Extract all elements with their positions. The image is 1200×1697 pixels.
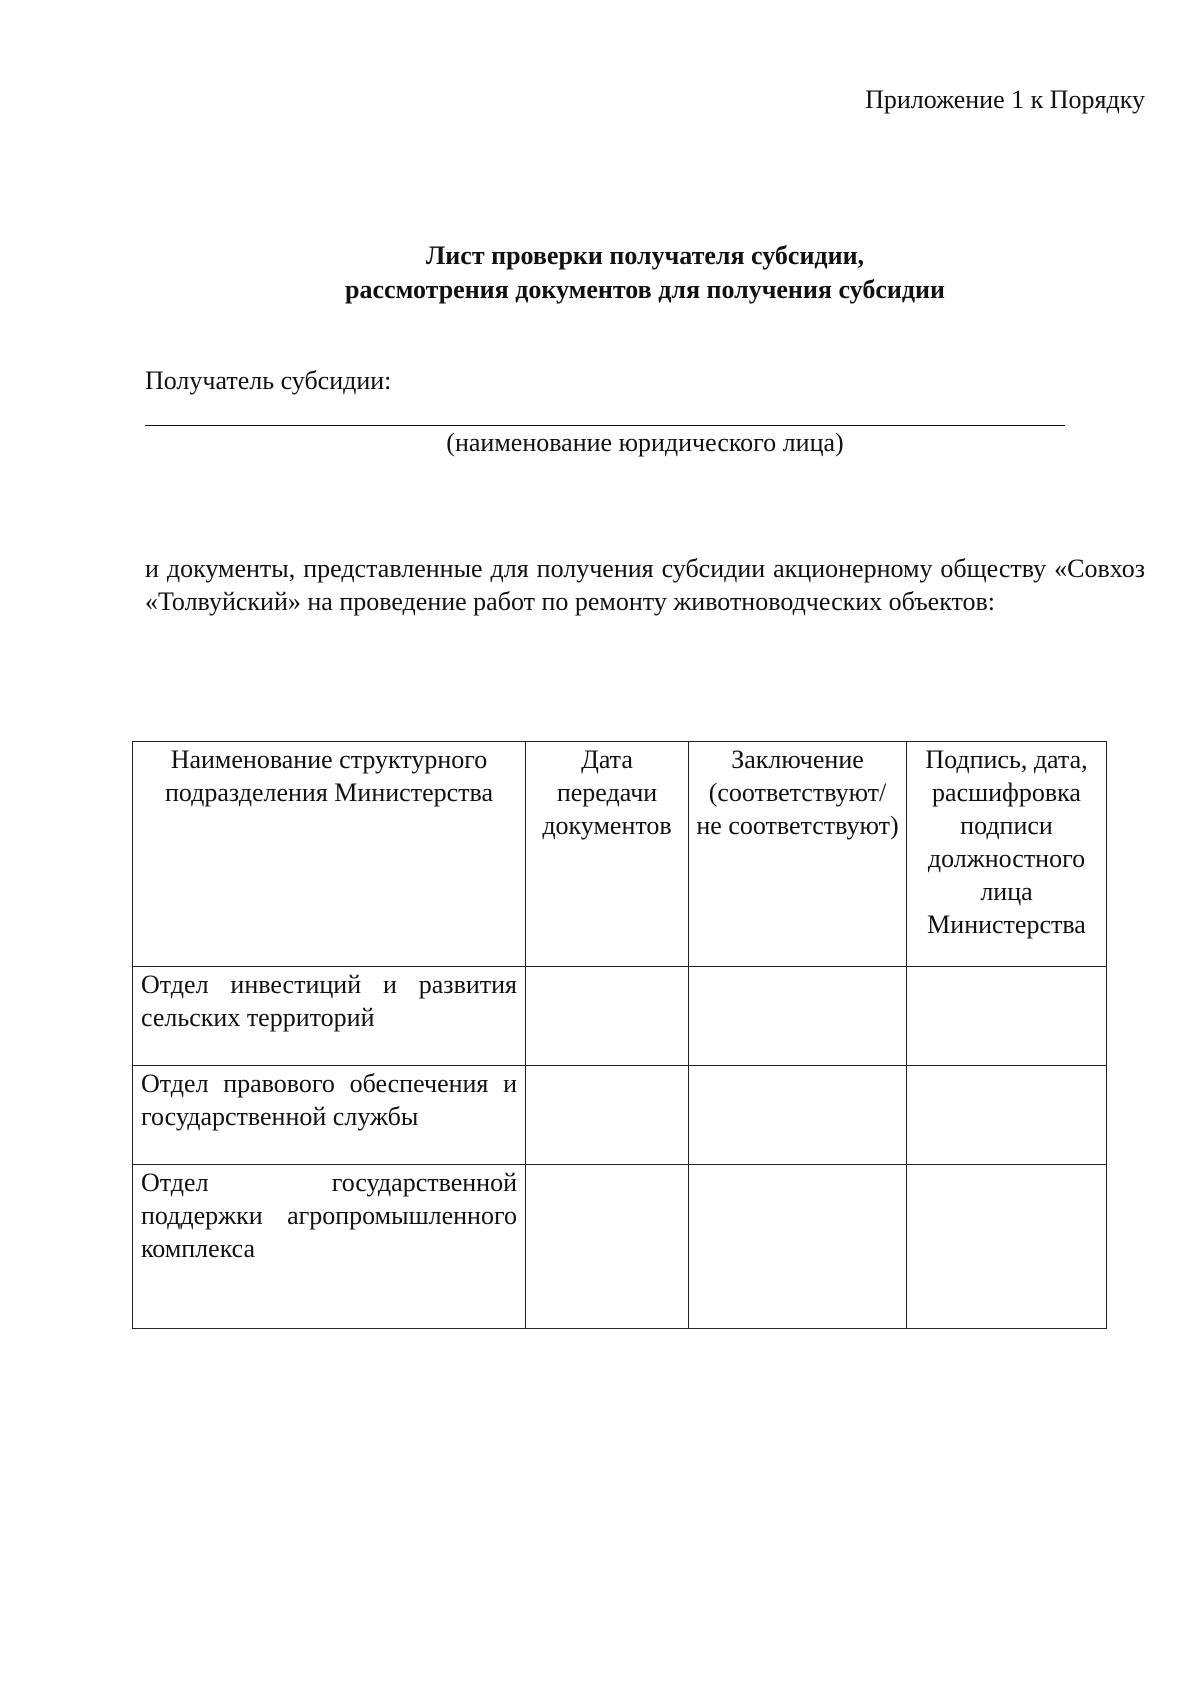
row-unit: Отдел государственной поддержки агропромышленного комплекса [133,1165,526,1329]
header-signature: Подпись, дата, расшифровка подписи должностного лица Министерства [907,742,1107,967]
table-row [133,1066,1107,1165]
table-header-row [133,742,1107,967]
header-unit: Наименование структурного подразделения Министерства [133,742,526,967]
row-unit: Отдел инвестиций и развития сельских территорий [133,967,526,1066]
row-date-cell [526,1066,689,1165]
table-row [133,1165,1107,1329]
row-unit: Отдел правового обеспечения и государственной службы [133,1066,526,1165]
row-date-cell [526,967,689,1066]
row-signature-cell [907,967,1107,1066]
title-line-2: рассмотрения документов для получения субсидии [345,275,945,304]
document-title [145,239,1145,307]
header-conclusion: Заключение (соответствуют/ не соответствуют) [689,742,907,967]
row-date-cell [526,1165,689,1329]
row-signature-cell [907,1165,1107,1329]
header-date: Дата передачи документов [526,742,689,967]
intro-paragraph: и документы, представленные для получения субсидии акционерному обществу «Совхоз «Толвуйский» на проведение работ по ремонту животноводческих объектов: [145,554,1145,616]
row-conclusion-cell [689,1066,907,1165]
table-row [133,967,1107,1066]
row-signature-cell [907,1066,1107,1165]
row-conclusion-cell [689,967,907,1066]
check-table [132,741,1107,1329]
recipient-label: Получатель субсидии: [145,366,392,395]
appendix-reference: Приложение 1 к Порядку [865,85,1145,114]
title-line-1: Лист проверки получателя субсидии, [425,241,865,270]
row-conclusion-cell [689,1165,907,1329]
recipient-name-line [145,425,1065,426]
recipient-caption: (наименование юридического лица) [446,428,844,457]
